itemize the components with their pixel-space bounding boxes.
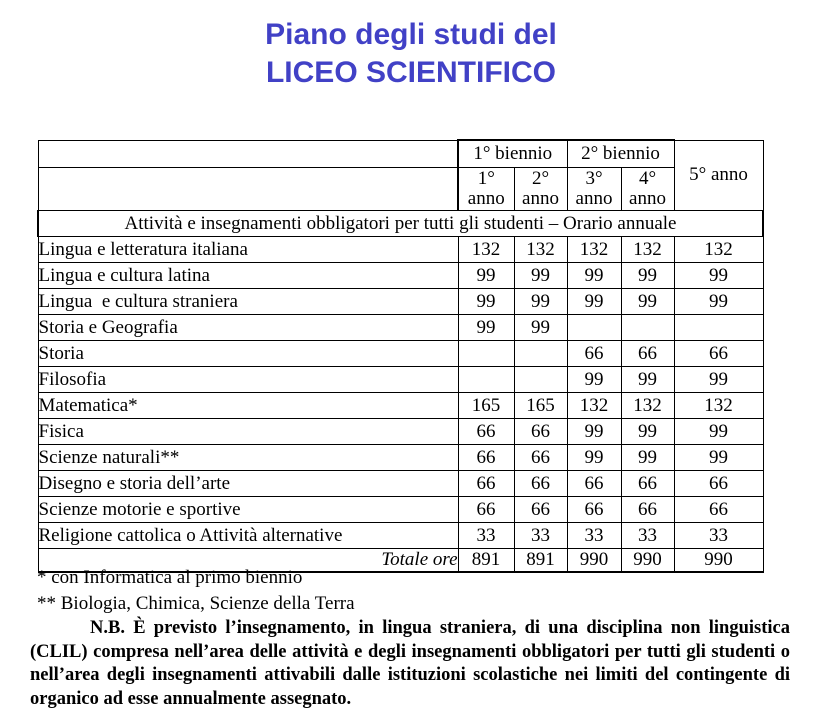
hours-cell: 66	[567, 341, 621, 367]
year-header-2	[514, 168, 567, 211]
hours-cell: 66	[514, 497, 567, 523]
hours-cell: 66	[621, 497, 674, 523]
group-header-anno5: 5° anno	[674, 140, 763, 211]
subject-label: Religione cattolica o Attività alternative	[38, 523, 458, 549]
hours-cell: 99	[567, 445, 621, 471]
year-header-row	[38, 168, 763, 211]
year-unit: anno	[575, 188, 613, 209]
hours-cell	[567, 315, 621, 341]
subject-label: Storia e Geografia	[38, 315, 458, 341]
hours-cell	[458, 341, 514, 367]
hours-cell: 66	[458, 419, 514, 445]
hours-cell: 99	[567, 263, 621, 289]
hours-cell: 66	[514, 419, 567, 445]
table-row	[38, 289, 763, 315]
hours-cell: 66	[514, 471, 567, 497]
hours-cell: 33	[621, 523, 674, 549]
hours-cell: 132	[514, 237, 567, 263]
table-row	[38, 237, 763, 263]
hours-cell: 33	[514, 523, 567, 549]
hours-cell: 99	[674, 289, 763, 315]
page-title-line1: Piano degli studi del	[265, 18, 557, 51]
page-title-line2: LICEO SCIENTIFICO	[265, 56, 556, 89]
hours-cell: 99	[567, 367, 621, 393]
hours-cell: 33	[567, 523, 621, 549]
subjects-body	[38, 237, 763, 549]
hours-cell	[621, 315, 674, 341]
hours-cell: 99	[621, 367, 674, 393]
hours-cell: 99	[674, 445, 763, 471]
hours-cell: 99	[674, 419, 763, 445]
group-header-biennio2: 2° biennio	[567, 140, 674, 168]
hours-cell: 99	[514, 263, 567, 289]
year-header-4	[621, 168, 674, 211]
hours-cell: 66	[458, 445, 514, 471]
table-row	[38, 419, 763, 445]
year-header-1	[458, 168, 514, 211]
total-hours-cell: 990	[621, 549, 674, 573]
footnotes	[37, 565, 777, 617]
total-hours-cell: 891	[514, 549, 567, 573]
hours-cell: 99	[621, 263, 674, 289]
hours-cell: 33	[458, 523, 514, 549]
hours-cell	[514, 367, 567, 393]
total-hours-cell: 990	[567, 549, 621, 573]
subject-label: Lingua e cultura latina	[38, 263, 458, 289]
year-ordinal: 3°	[585, 168, 603, 189]
year-ordinal: 4°	[638, 168, 657, 189]
footnote-double-asterisk: ** Biologia, Chimica, Scienze della Terra	[37, 593, 355, 614]
table-row	[38, 497, 763, 523]
subject-label: Lingua e letteratura italiana	[38, 237, 458, 263]
page-title	[0, 16, 822, 92]
subject-label: Scienze naturali**	[38, 445, 458, 471]
hours-cell: 132	[621, 237, 674, 263]
year-unit: anno	[467, 188, 505, 209]
hours-cell: 66	[567, 471, 621, 497]
table-row	[38, 523, 763, 549]
header-spacer-cell	[38, 168, 458, 211]
hours-cell: 99	[621, 445, 674, 471]
hours-cell: 99	[514, 315, 567, 341]
hours-cell: 66	[458, 497, 514, 523]
hours-cell: 66	[621, 471, 674, 497]
hours-cell: 132	[674, 237, 763, 263]
hours-cell: 99	[674, 367, 763, 393]
year-ordinal: 2°	[531, 168, 550, 189]
hours-cell: 99	[514, 289, 567, 315]
header-spacer-cell	[38, 140, 458, 168]
subject-label: Disegno e storia dell’arte	[38, 471, 458, 497]
table-row	[38, 445, 763, 471]
hours-cell	[674, 315, 763, 341]
footnote-asterisk: * con Informatica al primo biennio	[37, 567, 303, 588]
subject-label: Matematica*	[38, 393, 458, 419]
year-unit: anno	[522, 188, 559, 209]
hours-cell: 99	[621, 289, 674, 315]
subject-label: Fisica	[38, 419, 458, 445]
year-ordinal: 1°	[477, 168, 495, 189]
hours-cell: 66	[458, 471, 514, 497]
hours-cell: 99	[458, 315, 514, 341]
hours-cell: 165	[514, 393, 567, 419]
table-row	[38, 367, 763, 393]
hours-cell: 66	[514, 445, 567, 471]
curriculum-table	[37, 139, 764, 573]
hours-cell: 99	[567, 419, 621, 445]
hours-cell: 66	[567, 497, 621, 523]
hours-cell: 33	[674, 523, 763, 549]
hours-cell: 66	[621, 341, 674, 367]
subject-label: Lingua e cultura straniera	[38, 289, 458, 315]
hours-cell: 66	[674, 341, 763, 367]
table-row	[38, 315, 763, 341]
hours-cell: 99	[458, 263, 514, 289]
hours-cell: 66	[674, 471, 763, 497]
total-hours-cell: 891	[458, 549, 514, 573]
section-header-cell: Attività e insegnamenti obbligatori per tutti gli studenti – Orario annuale	[38, 211, 763, 237]
group-header-row	[38, 140, 763, 168]
hours-cell: 66	[674, 497, 763, 523]
group-header-biennio1: 1° biennio	[458, 140, 567, 168]
hours-cell: 99	[567, 289, 621, 315]
section-header-row	[38, 211, 763, 237]
subject-label: Storia	[38, 341, 458, 367]
table-row	[38, 393, 763, 419]
hours-cell: 132	[567, 393, 621, 419]
total-hours-cell: 990	[674, 549, 763, 573]
year-header-3	[567, 168, 621, 211]
hours-cell	[514, 341, 567, 367]
hours-cell: 132	[621, 393, 674, 419]
hours-cell: 99	[458, 289, 514, 315]
year-unit: anno	[629, 188, 666, 209]
nb-paragraph: N.B. È previsto l’insegnamento, in lingua straniera, di una disciplina non linguistica (CLIL) compresa nell’area delle attività e degli insegnamenti obbligatori per tutti gli studenti o nell’area degli insegnamenti attivabili dalle istituzioni scolastiche nei limiti del contingente di organico ad esse annualmente assegnato.	[30, 618, 790, 709]
hours-cell: 132	[458, 237, 514, 263]
total-label: Totale ore	[38, 549, 458, 573]
hours-cell: 99	[621, 419, 674, 445]
hours-cell: 132	[674, 393, 763, 419]
table-row	[38, 263, 763, 289]
subject-label: Filosofia	[38, 367, 458, 393]
table-row	[38, 341, 763, 367]
subject-label: Scienze motorie e sportive	[38, 497, 458, 523]
hours-cell: 132	[567, 237, 621, 263]
hours-cell	[458, 367, 514, 393]
hours-cell: 99	[674, 263, 763, 289]
hours-cell: 165	[458, 393, 514, 419]
header-rows	[38, 140, 763, 237]
table-row	[38, 471, 763, 497]
